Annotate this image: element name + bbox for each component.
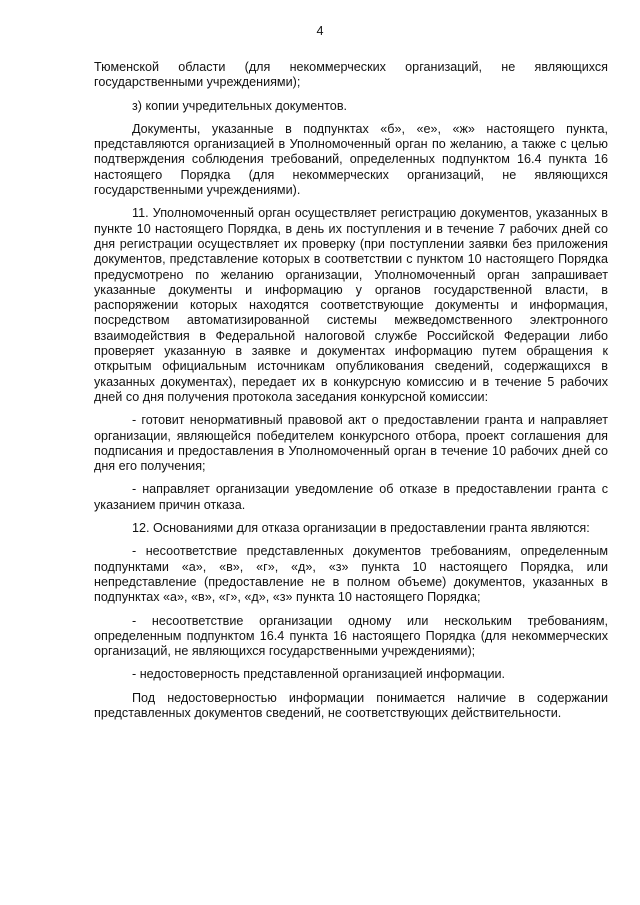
paragraph-clause-12-item-2: - несоответствие организации одному или нескольким требованиям, определенным подпунктом 16.4 пункта 16 настоящего Порядка (для некоммерческих организаций, не являющихся государственными учреждениями); [94,613,608,659]
paragraph-clause-12: 12. Основаниями для отказа организации в предоставлении гранта являются: [132,521,590,536]
page-number: 4 [316,24,324,38]
paragraph-optional-documents: Документы, указанные в подпунктах «б», «е», «ж» настоящего пункта, представляются организацией в Уполномоченный орган по желанию, а также с целью подтверждения соблюдения требований, определенных подпунктом 16.4 пункта 16 настоящего Порядка (для некоммерческих организаций, не являющихся государственными учреждениями). [94,121,608,198]
paragraph-continuation: Тюменской области (для некоммерческих организаций, не являющихся государственными учреждениями); [94,60,608,90]
paragraph-clause-12-item-3: - недостоверность представленной организацией информации. [132,667,506,682]
paragraph-clause-11: 11. Уполномоченный орган осуществляет регистрацию документов, указанных в пункте 10 настоящего Порядка, в день их поступления и в течение 7 рабочих дней со дня регистрации осуществляет их проверку (при поступлении заявки без приложения документов, представление которых в соответствии с пунктом 10 настоящего Порядка предусмотрено по желанию организации, Уполномоченный орган запрашивает указанные документы и информацию у органов государственной власти, в распоряжении которых находятся соответствующие документы и информация, посредством автоматизированной системы межведомственного электронного взаимодействия в Федеральной налоговой службе Российской Федерации либо проверяет указанную в заявке и документах информацию путем обращения к открытым официальным источникам опубликования сведений, содержащихся в указанных документах), передает их в конкурсную комиссию и в течение 5 рабочих дней со дня получения протокола заседания конкурсной комиссии: [94,206,608,404]
document-body [94,60,608,729]
paragraph-clause-11-item-1: - готовит ненормативный правовой акт о предоставлении гранта и направляет организации, являющейся победителем конкурсного отбора, проект соглашения для подписания и предоставления в Уполномоченный орган в течение 10 рабочих дней со дня его получения; [94,413,608,474]
paragraph-clause-12-item-1: - несоответствие представленных документов требованиям, определенным подпунктами «а», «в», «г», «д», «з» пункта 10 настоящего Порядка, или непредставление (предоставление не в полном объеме) документов, указанных в подпунктах «а», «в», «г», «д», «з» пункта 10 настоящего Порядка; [94,544,608,605]
paragraph-item-z: з) копии учредительных документов. [132,98,348,113]
paragraph-clause-11-item-2: - направляет организации уведомление об отказе в предоставлении гранта с указанием причин отказа. [94,482,608,512]
paragraph-definition: Под недостоверностью информации понимается наличие в содержании представленных документов сведений, не соответствующих действительности. [94,690,608,720]
